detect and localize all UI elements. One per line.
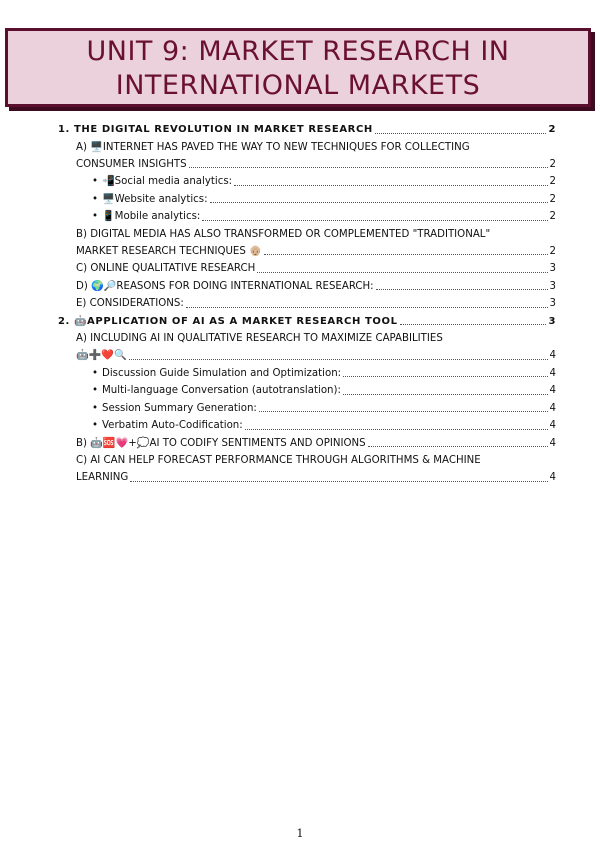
- toc-page-number: 3: [549, 298, 556, 309]
- toc-entry-label: 📲Social media analytics:: [102, 176, 233, 187]
- toc-page-number: 4: [549, 367, 556, 379]
- toc-page-number: 2: [548, 124, 556, 135]
- toc-entry-label-line2: 🤖➕❤️🔍: [76, 350, 127, 361]
- toc-entry-1c[interactable]: [58, 260, 556, 278]
- toc-page-number: 2: [549, 245, 556, 257]
- dot-leader: [189, 167, 548, 168]
- bullet-icon: •: [92, 385, 99, 396]
- dot-leader: [400, 324, 547, 325]
- toc-entry-label-line2: CONSUMER INSIGHTS: [76, 158, 187, 170]
- toc-entry-label: E) CONSIDERATIONS:: [76, 298, 184, 309]
- toc-subitem-verbatim[interactable]: [58, 417, 556, 435]
- dot-leader: [343, 394, 548, 395]
- toc-entry-1d[interactable]: [58, 278, 556, 296]
- toc-entry-label-line2: MARKET RESEARCH TECHNIQUES 👴🏼: [76, 245, 262, 257]
- toc-entry-section-1[interactable]: [58, 121, 556, 139]
- toc-entry-section-2[interactable]: [58, 313, 556, 331]
- table-of-contents: [58, 121, 556, 487]
- toc-page-number: 4: [549, 472, 556, 483]
- toc-page-number: 4: [549, 420, 556, 431]
- toc-entry-1b[interactable]: [58, 226, 556, 261]
- toc-entry-2a[interactable]: [58, 330, 556, 365]
- toc-page-number: 3: [549, 280, 556, 292]
- toc-entry-label-line1: A) INCLUDING AI IN QUALITATIVE RESEARCH TO MAXIMIZE CAPABILITIES: [76, 333, 443, 344]
- dot-leader: [130, 481, 547, 482]
- bullet-icon: •: [92, 193, 99, 205]
- toc-entry-1a[interactable]: [58, 139, 556, 174]
- dot-leader: [245, 429, 548, 430]
- toc-entry-label: 📱Mobile analytics:: [102, 211, 201, 222]
- dot-leader: [259, 411, 548, 412]
- toc-entry-label-line1: C) AI CAN HELP FORECAST PERFORMANCE THROUGH ALGORITHMS & MACHINE: [76, 455, 481, 466]
- toc-entry-label: 🤖APPLICATION OF AI AS A MARKET RESEARCH TOOL: [74, 315, 398, 327]
- toc-entry-label: Session Summary Generation:: [102, 402, 257, 414]
- toc-entry-label-line2: LEARNING: [76, 472, 129, 483]
- bullet-icon: •: [92, 367, 99, 379]
- unit-title-box: [5, 28, 591, 107]
- toc-entry-2b[interactable]: [58, 435, 556, 453]
- title-line-1: UNIT 9: MARKET RESEARCH IN: [86, 36, 510, 67]
- title-line-2: INTERNATIONAL MARKETS: [115, 70, 481, 101]
- toc-subitem-session-summary[interactable]: [58, 400, 556, 418]
- toc-entry-label: Multi-language Conversation (autotranslation):: [102, 385, 341, 396]
- dot-leader: [264, 254, 548, 255]
- bullet-icon: •: [92, 402, 99, 414]
- dot-leader: [186, 307, 548, 308]
- toc-entry-label: 🖥️Website analytics:: [102, 193, 208, 205]
- toc-entry-label: THE DIGITAL REVOLUTION IN MARKET RESEARCH: [74, 124, 373, 135]
- toc-entry-label: Verbatim Auto-Codification:: [102, 420, 243, 431]
- dot-leader: [234, 185, 547, 186]
- bullet-icon: •: [92, 176, 99, 187]
- dot-leader: [375, 133, 547, 134]
- toc-page-number: 2: [549, 158, 556, 170]
- toc-entry-2c[interactable]: [58, 452, 556, 487]
- toc-entry-label: B) 🤖🆘💗+💭AI TO CODIFY SENTIMENTS AND OPINIONS: [76, 437, 366, 449]
- toc-entry-label: D) 🌍🔎REASONS FOR DOING INTERNATIONAL RESEARCH:: [76, 280, 374, 292]
- toc-page-number: 4: [549, 402, 556, 414]
- toc-entry-1e[interactable]: [58, 295, 556, 313]
- toc-page-number: 4: [549, 437, 556, 449]
- page-number: 1: [296, 827, 304, 840]
- toc-page-number: 2: [549, 176, 556, 187]
- toc-page-number: 3: [548, 315, 556, 327]
- toc-entry-label-line1: A) 🖥️INTERNET HAS PAVED THE WAY TO NEW TECHNIQUES FOR COLLECTING: [76, 141, 470, 153]
- toc-subitem-multilanguage[interactable]: [58, 382, 556, 400]
- toc-entry-label-line1: B) DIGITAL MEDIA HAS ALSO TRANSFORMED OR COMPLEMENTED "TRADITIONAL": [76, 228, 491, 240]
- section-number: 1.: [58, 124, 70, 135]
- toc-page-number: 2: [549, 211, 556, 222]
- dot-leader: [368, 446, 548, 447]
- toc-entry-label: Discussion Guide Simulation and Optimization:: [102, 367, 342, 379]
- toc-page-number: 3: [549, 263, 556, 274]
- bullet-icon: •: [92, 211, 99, 222]
- dot-leader: [129, 359, 548, 360]
- dot-leader: [376, 289, 548, 290]
- toc-subitem-social-media[interactable]: [58, 173, 556, 191]
- toc-subitem-website[interactable]: [58, 191, 556, 209]
- dot-leader: [202, 220, 547, 221]
- toc-page-number: 4: [549, 385, 556, 396]
- toc-subitem-mobile[interactable]: [58, 208, 556, 226]
- section-number: 2.: [58, 315, 70, 327]
- dot-leader: [210, 202, 548, 203]
- dot-leader: [257, 272, 547, 273]
- toc-page-number: 4: [549, 350, 556, 361]
- toc-page-number: 2: [549, 193, 556, 205]
- toc-subitem-discussion-guide[interactable]: [58, 365, 556, 383]
- dot-leader: [343, 376, 547, 377]
- toc-entry-label: C) ONLINE QUALITATIVE RESEARCH: [76, 263, 256, 274]
- bullet-icon: •: [92, 420, 99, 431]
